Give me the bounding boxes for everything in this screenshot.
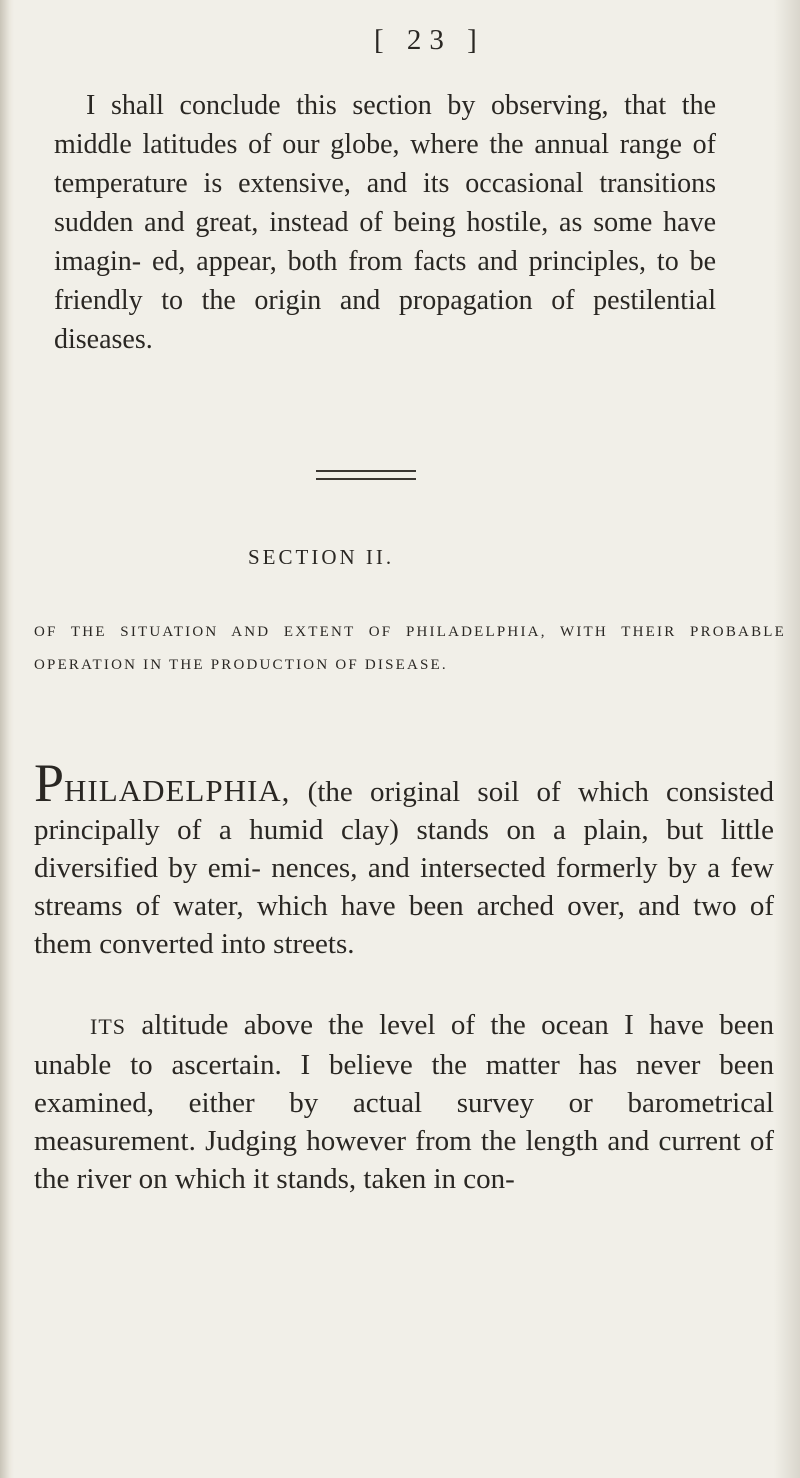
section-subtitle: OF THE SITUATION AND EXTENT OF PHILADELPHIA, WITH THEIR PROBABLE OPERATION IN THE PRODUCTION OF DISEASE.: [34, 624, 786, 673]
page-number: [ 23 ]: [374, 24, 485, 56]
section-divider: [316, 470, 416, 480]
drop-letter: P: [34, 753, 65, 813]
page-edge-shadow: [774, 0, 800, 1478]
paragraph-altitude: [34, 1006, 774, 1198]
paragraph-text: (the original soil of which consisted principally of a humid clay) stands on a plain, but little diversified by emi- nences, and intersected formerly by a few streams of water, which have been arched over, and two of them converted into streets.: [34, 776, 774, 960]
paragraph-text: altitude above the level of the ocean I have been unable to ascertain. I believe the matter has never been examined, either by actual survey or barometrical measurement. Judging however from the length and current of the river on which it stands, taken in con-: [34, 1009, 774, 1195]
paragraph-conclusion: I shall conclude this section by observing, that the middle latitudes of our globe, where the annual range of temperature is extensive, and its occasional transitions sudden and great, instead of being hostile, as some have imagin- ed, appear, both from facts and principles, to be friendly to the origin and propagation of pestilential diseases.: [54, 90, 716, 355]
small-caps-word: HILADELPHIA,: [64, 773, 291, 808]
section-heading: SECTION II.: [248, 545, 395, 569]
small-caps-word: ITS: [90, 1014, 126, 1039]
paragraph-philadelphia-soil: [34, 753, 774, 963]
page-binding-shadow: [0, 0, 14, 1478]
